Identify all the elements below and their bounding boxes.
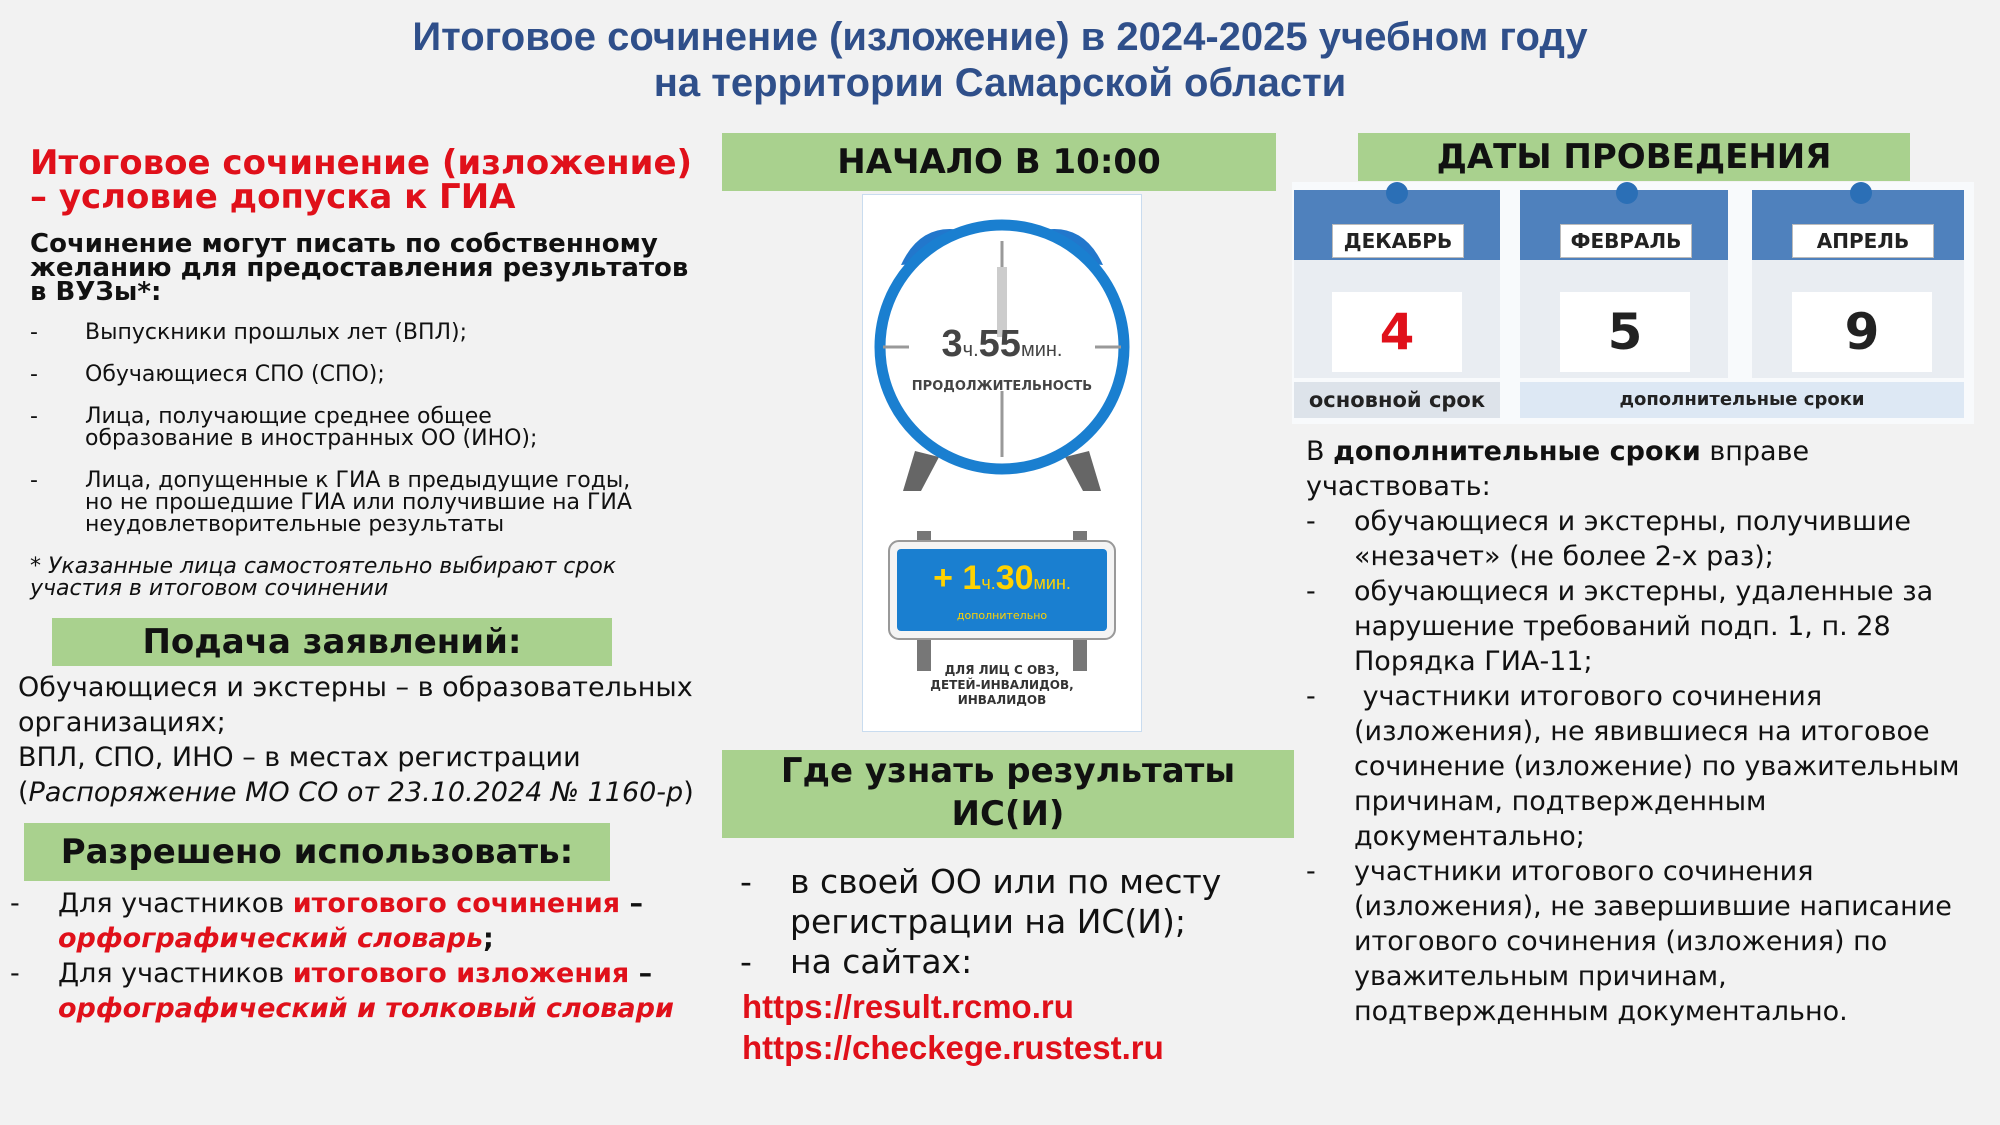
- voluntary-line-2: желанию для предоставления результатов: [30, 253, 689, 283]
- eligibility-intro: В дополнительные сроки вправе участвовать:: [1306, 436, 1810, 502]
- month-card-february: ФЕВРАЛЬ 5: [1520, 190, 1728, 378]
- allowed-list: [10, 886, 730, 1026]
- results-list: [740, 862, 1300, 982]
- list-item: - Для участников итогового изложения – орфографический и толковый словари: [10, 958, 674, 1024]
- main-date-label: основной срок: [1294, 382, 1500, 418]
- eligibility-list: [1306, 504, 1996, 1029]
- list-item: - в своей ОО или по месту регистрации на ИС(И);: [740, 862, 1222, 941]
- extra-time-recipients: ДЛЯ ЛИЦ С ОВЗ, ДЕТЕЙ-ИНВАЛИДОВ, ИНВАЛИДОВ: [930, 663, 1074, 707]
- applications-heading: Подача заявлений:: [52, 618, 612, 666]
- list-item: - на сайтах:: [740, 942, 973, 981]
- pin-icon: [1850, 182, 1872, 204]
- duration-value: 3ч.55мин.: [941, 323, 1063, 365]
- alarm-clock-illustration: [863, 195, 1141, 731]
- month-card-april: АПРЕЛЬ 9: [1752, 190, 1964, 378]
- list-item: - обучающиеся и экстерны, удаленные за нарушение требований подп. 1, п. 28 Порядка ГИА-11;: [1306, 576, 1934, 677]
- results-link-checkege[interactable]: https://checkege.rustest.ru: [742, 1029, 1164, 1066]
- extra-time-value: + 1ч.30мин.: [933, 559, 1071, 597]
- list-item: - Лица, допущенные к ГИА в предыдущие годы, но не прошедшие ГИА или получившие на ГИА неудовлетворительные результаты: [30, 468, 632, 537]
- extra-dates-label: дополнительные сроки: [1520, 382, 1964, 418]
- list-item: - Обучающиеся СПО (СПО);: [30, 362, 385, 387]
- admission-heading-line-2: – условие допуска к ГИА: [30, 177, 516, 217]
- voluntary-line-1: Сочинение могут писать по собственному: [30, 229, 658, 259]
- admission-heading-line-1: Итоговое сочинение (изложение): [30, 143, 693, 183]
- applications-text: Обучающиеся и экстерны – в образовательных организациях; ВПЛ, СПО, ИНО – в местах регистрации (Распоряжение МО СО от 23.10.2024 № 1160-р): [18, 670, 738, 810]
- clock-leg-left: [903, 451, 939, 491]
- pin-icon: [1616, 182, 1638, 204]
- results-heading: Где узнать результаты ИС(И): [722, 750, 1294, 838]
- footnote: * Указанные лица самостоятельно выбирают срок участия в итоговом сочинении: [30, 554, 617, 601]
- duration-caption: ПРОДОЛЖИТЕЛЬНОСТЬ: [911, 379, 1093, 394]
- list-item: - участники итогового сочинения (изложения), не завершившие написание итогового сочинения (изложения) по уважительным причинам, подтвержденным документально.: [1306, 856, 1952, 1027]
- title-line-1: Итоговое сочинение (изложение) в 2024-2025 учебном году: [412, 15, 1588, 59]
- list-item: - обучающиеся и экстерны, получившие «незачет» (не более 2-х раз);: [1306, 506, 1912, 572]
- voluntary-list: [30, 322, 710, 556]
- start-time-heading: НАЧАЛО В 10:00: [722, 133, 1276, 191]
- page-title: [0, 14, 2000, 106]
- clock-panel: [862, 194, 1142, 732]
- extra-dates-eligibility: [1306, 434, 1996, 1029]
- results-links: [742, 986, 1164, 1068]
- extra-time-caption: дополнительно: [956, 609, 1048, 622]
- voluntary-line-3: в ВУЗы*:: [30, 277, 162, 307]
- title-line-2: на территории Самарской области: [653, 61, 1347, 105]
- list-item: - участники итогового сочинения (изложения), не явившиеся на итоговое сочинение (изложение) по уважительным причинам, подтвержденным документально;: [1306, 681, 1960, 852]
- results-link-rcmo[interactable]: https://result.rcmo.ru: [742, 988, 1074, 1025]
- list-item: - Лица, получающие среднее общее образование в иностранных ОО (ИНО);: [30, 404, 538, 451]
- list-item: - Для участников итогового сочинения – орфографический словарь;: [10, 888, 644, 954]
- calendar-panel: [1292, 182, 1974, 424]
- order-reference: (Распоряжение МО СО от 23.10.2024 № 1160-р): [18, 777, 694, 808]
- list-item: - Выпускники прошлых лет (ВПЛ);: [30, 320, 468, 345]
- pin-icon: [1386, 182, 1408, 204]
- clock-leg-right: [1065, 451, 1101, 491]
- month-card-december: ДЕКАБРЬ 4: [1294, 190, 1500, 378]
- admission-heading: [30, 143, 710, 217]
- voluntary-heading: [30, 229, 710, 307]
- dates-heading: ДАТЫ ПРОВЕДЕНИЯ: [1358, 133, 1910, 181]
- allowed-heading: Разрешено использовать:: [24, 823, 610, 881]
